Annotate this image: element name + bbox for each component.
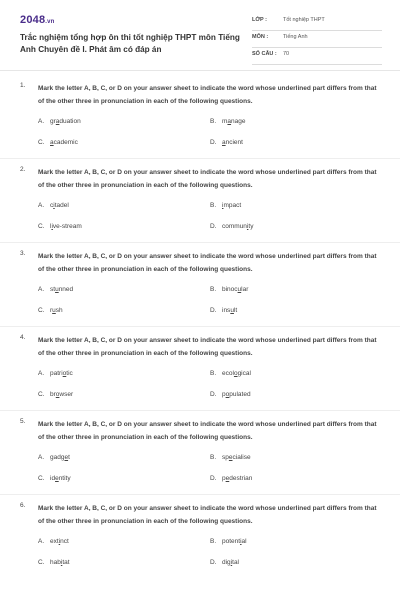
option-word-start: br (50, 391, 56, 398)
option-word-end: sh (55, 307, 63, 314)
option-word-start: id (50, 475, 56, 482)
option-underlined-part: e (55, 475, 59, 482)
option-word-end: tal (232, 559, 240, 566)
answer-option[interactable] (38, 559, 70, 566)
meta-row-subject (252, 31, 382, 48)
option-word-start: ins (222, 307, 231, 314)
option-word-start: potent (222, 538, 241, 545)
option-word-start: p (222, 391, 226, 398)
option-letter: D. (210, 223, 217, 230)
question-number: 3. (20, 250, 26, 257)
option-underlined-part: u (55, 286, 59, 293)
option-underlined-part: u (230, 307, 234, 314)
question-item (0, 166, 400, 250)
question-stem: Mark the letter A, B, C, or D on your answer sheet to indicate the word whose underlined part differs from that of the other three in pronunciation in each of the following questions. (38, 421, 377, 441)
question-item (0, 502, 400, 586)
answer-option[interactable] (210, 139, 243, 146)
question-stem: Mark the letter A, B, C, or D on your answer sheet to indicate the word whose underlined part differs from that of the other three in pronunciation in each of the following questions. (38, 169, 377, 189)
option-word-start: gadg (50, 454, 65, 461)
option-word-end: wser (59, 391, 74, 398)
option-letter: C. (38, 307, 45, 314)
option-word-start: commun (222, 223, 247, 230)
question-item (0, 82, 400, 166)
meta-key: SỐ CÂU : (252, 51, 277, 57)
answer-option[interactable] (38, 202, 69, 209)
option-letter: D. (210, 391, 217, 398)
question-number: 2. (20, 166, 26, 173)
option-letter: D. (210, 139, 217, 146)
option-letter: D. (210, 559, 217, 566)
option-word-end: ty (248, 223, 254, 230)
answer-option[interactable] (210, 307, 237, 314)
option-letter: B. (210, 370, 217, 377)
answer-option[interactable] (38, 538, 69, 545)
option-letter: B. (210, 202, 217, 209)
option-letter: A. (38, 202, 45, 209)
question-stem: Mark the letter A, B, C, or D on your answer sheet to indicate the word whose underlined part differs from that of the other three in pronunciation in each of the following questions. (38, 85, 377, 105)
page-header (0, 0, 400, 68)
question-stem: Mark the letter A, B, C, or D on your answer sheet to indicate the word whose underlined part differs from that of the other three in pronunciation in each of the following questions. (38, 337, 377, 357)
logo-text: 2048 (20, 14, 46, 26)
question-separator (0, 158, 400, 159)
option-letter: A. (38, 370, 45, 377)
option-underlined-part: i (240, 538, 242, 545)
option-word-end: tic (66, 370, 73, 377)
option-word-end: t (68, 454, 70, 461)
option-underlined-part: a (227, 118, 232, 125)
header-divider (0, 70, 400, 71)
option-underlined-part: o (62, 370, 67, 377)
document-meta (252, 14, 382, 65)
option-letter: B. (210, 118, 217, 125)
option-letter: B. (210, 454, 217, 461)
option-underlined-part: a (50, 139, 54, 146)
option-underlined-part: e (225, 475, 230, 482)
option-letter: C. (38, 391, 45, 398)
option-word-end: mpact (223, 202, 242, 209)
option-word-end: lar (241, 286, 249, 293)
option-word-end: cademic (53, 139, 78, 146)
option-underlined-part: o (233, 370, 238, 377)
option-letter: C. (38, 475, 45, 482)
answer-option[interactable] (210, 370, 251, 377)
option-letter: C. (38, 559, 45, 566)
question-number: 5. (20, 418, 26, 425)
option-underlined-part: a (222, 139, 226, 146)
meta-value: Tốt nghiệp THPT (283, 17, 325, 23)
option-underlined-part: u (237, 286, 242, 293)
option-word-end: tadel (54, 202, 69, 209)
answer-option[interactable] (38, 286, 73, 293)
option-word-end: nct (60, 538, 69, 545)
option-word-end: ncient (225, 139, 243, 146)
option-underlined-part: i (58, 538, 61, 545)
option-letter: A. (38, 286, 45, 293)
option-letter: A. (38, 454, 45, 461)
question-separator (0, 494, 400, 495)
option-word-end: ntity (58, 475, 71, 482)
answer-option[interactable] (210, 286, 248, 293)
answer-option[interactable] (38, 139, 78, 146)
option-word-start: hab (50, 559, 61, 566)
option-word-end: pulated (229, 391, 251, 398)
site-logo[interactable] (20, 14, 55, 26)
option-underlined-part: i (246, 223, 249, 230)
answer-option[interactable] (210, 475, 252, 482)
option-word-start: p (222, 475, 226, 482)
answer-option[interactable] (38, 454, 70, 461)
option-letter: A. (38, 538, 45, 545)
option-underlined-part: a (55, 118, 60, 125)
option-word-end: gical (237, 370, 251, 377)
option-word-end: cialise (232, 454, 251, 461)
question-item (0, 250, 400, 334)
option-underlined-part: e (228, 454, 233, 461)
option-word-end: nned (58, 286, 74, 293)
option-word-start: patri (50, 370, 63, 377)
answer-option[interactable] (38, 118, 81, 125)
option-word-start: r (50, 307, 53, 314)
option-word-end: al (241, 538, 247, 545)
question-item (0, 418, 400, 502)
meta-row-class (252, 14, 382, 31)
question-separator (0, 410, 400, 411)
option-underlined-part: i (60, 559, 63, 566)
option-letter: B. (210, 538, 217, 545)
question-separator (0, 326, 400, 327)
option-word-start: dig (222, 559, 231, 566)
option-word-start: m (222, 118, 228, 125)
answer-option[interactable] (38, 307, 63, 314)
page-title: Trắc nghiệm tổng hợp ôn thi tốt nghiệp THPT môn Tiếng Anh Chuyên đề I. Phát âm có đáp án (20, 33, 240, 54)
question-stem: Mark the letter A, B, C, or D on your answer sheet to indicate the word whose underlined part differs from that of the other three in pronunciation in each of the following questions. (38, 505, 377, 525)
option-word-start: st (50, 286, 56, 293)
answer-option[interactable] (210, 559, 239, 566)
option-letter: C. (38, 223, 45, 230)
option-underlined-part: o (55, 391, 60, 398)
answer-option[interactable] (210, 538, 247, 545)
logo-suffix: .vn (45, 19, 55, 25)
option-word-end: destrian (229, 475, 253, 482)
meta-key: LỚP : (252, 17, 267, 23)
question-number: 4. (20, 334, 26, 341)
answer-option[interactable] (38, 223, 82, 230)
answer-option[interactable] (210, 391, 251, 398)
option-letter: A. (38, 118, 45, 125)
option-underlined-part: o (225, 391, 230, 398)
option-letter: D. (210, 475, 217, 482)
option-underlined-part: i (53, 202, 55, 209)
answer-option[interactable] (38, 391, 73, 398)
option-letter: B. (210, 286, 217, 293)
meta-value: 70 (283, 51, 290, 57)
question-number: 6. (20, 502, 26, 509)
answer-option[interactable] (210, 118, 246, 125)
option-word-end: duation (59, 118, 81, 125)
option-word-start: ext (50, 538, 59, 545)
option-word-start: sp (222, 454, 229, 461)
meta-key: MÔN : (252, 34, 269, 40)
meta-value: Tiếng Anh (283, 34, 308, 40)
option-word-end: ve-stream (52, 223, 82, 230)
option-underlined-part: i (222, 202, 224, 209)
option-underlined-part: i (230, 559, 233, 566)
option-underlined-part: e (64, 454, 69, 461)
answer-option[interactable] (210, 454, 251, 461)
option-word-start: ecol (222, 370, 234, 377)
option-word-start: binoc (222, 286, 238, 293)
question-stem: Mark the letter A, B, C, or D on your answer sheet to indicate the word whose underlined part differs from that of the other three in pronunciation in each of the following questions. (38, 253, 377, 273)
option-word-end: nage (231, 118, 246, 125)
answer-option[interactable] (38, 475, 71, 482)
option-letter: D. (210, 307, 217, 314)
answer-option[interactable] (38, 370, 73, 377)
meta-row-count (252, 48, 382, 65)
option-underlined-part: i (51, 223, 53, 230)
question-number: 1. (20, 82, 26, 89)
option-word-end: tat (62, 559, 70, 566)
option-letter: C. (38, 139, 45, 146)
option-word-start: c (50, 202, 54, 209)
question-separator (0, 242, 400, 243)
option-word-start: gr (50, 118, 56, 125)
answer-option[interactable] (210, 223, 253, 230)
answer-option[interactable] (210, 202, 241, 209)
question-item (0, 334, 400, 418)
option-word-end: lt (233, 307, 238, 314)
option-word-start: l (50, 223, 52, 230)
option-underlined-part: u (52, 307, 56, 314)
